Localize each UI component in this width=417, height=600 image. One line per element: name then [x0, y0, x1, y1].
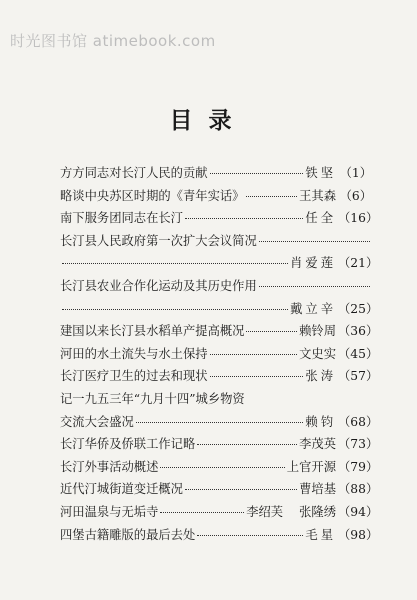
- entry-title: 四堡古籍雕版的最后去处: [60, 527, 196, 542]
- toc-entry[interactable]: [60, 207, 379, 230]
- entry-title: 方方同志对长汀人民的贡献: [60, 166, 208, 180]
- entry-page: （25）: [338, 301, 379, 316]
- entry-title: 河田的水土流失与水土保持: [60, 346, 208, 361]
- entry-title: 建国以来长汀县水稻单产提高概况: [60, 324, 245, 339]
- page-title: 目录: [169, 107, 248, 134]
- entry-author-second: 张隆绣: [299, 504, 336, 519]
- entry-page: （16）: [338, 211, 379, 226]
- entry-title: 长汀县人民政府第一次扩大会议简况: [60, 233, 257, 248]
- dot-leader: [160, 512, 244, 513]
- entry-author: 王其森: [299, 188, 336, 203]
- entry-page: （36）: [338, 324, 379, 339]
- entry-title: 近代汀城街道变迁概况: [60, 482, 183, 497]
- entry-page: （6）: [339, 188, 372, 203]
- toc-entry[interactable]: [60, 365, 379, 388]
- dot-leader: [246, 331, 297, 332]
- entry-author: 肖爱莲: [290, 256, 336, 271]
- entry-author: 文史实: [299, 346, 336, 361]
- entry-title: 略谈中央苏区时期的《青年实话》: [60, 188, 245, 203]
- dot-leader: [210, 354, 298, 355]
- toc-entry[interactable]: [60, 185, 372, 208]
- entry-author: 张涛: [305, 369, 336, 384]
- dot-leader: [259, 241, 370, 242]
- entry-title: 南下服务团同志在长汀: [60, 211, 183, 226]
- toc-entry[interactable]: [60, 524, 379, 547]
- dot-leader: [197, 444, 297, 445]
- entry-page: （73）: [338, 437, 379, 452]
- toc-entry[interactable]: [60, 478, 379, 501]
- entry-author: 赖铃周: [299, 324, 336, 339]
- entry-page: （45）: [338, 346, 379, 361]
- dot-leader: [136, 422, 304, 423]
- entry-page: （1）: [339, 166, 372, 180]
- dot-leader: [197, 535, 303, 536]
- watermark-text: 时光图书馆 atimebook.com: [10, 32, 216, 50]
- dot-leader: [246, 196, 297, 197]
- table-of-contents: [60, 162, 379, 546]
- toc-entry[interactable]: [60, 456, 379, 479]
- entry-page: （88）: [338, 482, 379, 497]
- toc-entry[interactable]: [60, 501, 379, 524]
- toc-entry[interactable]: [60, 433, 379, 456]
- entry-page: （21）: [338, 256, 379, 271]
- entry-author: 毛星: [305, 527, 336, 542]
- entry-page: （57）: [338, 369, 379, 384]
- toc-entry[interactable]: [60, 388, 379, 433]
- entry-author: 曹培基: [299, 482, 336, 497]
- entry-title: 长汀外事活动概述: [60, 459, 159, 474]
- entry-author-first: 李绍芙: [246, 504, 284, 519]
- dot-leader: [185, 489, 297, 490]
- dot-leader: [160, 467, 284, 468]
- toc-entry[interactable]: [60, 343, 379, 366]
- toc-entry[interactable]: [60, 230, 379, 275]
- dot-leader: [210, 173, 304, 174]
- dot-leader: [259, 286, 370, 287]
- dot-leader: [185, 218, 303, 219]
- entry-title-continued: 交流大会盛况: [60, 414, 134, 429]
- entry-author: 铁坚: [305, 166, 336, 180]
- entry-page: （68）: [338, 414, 379, 429]
- entry-author: 上官开源: [286, 459, 336, 474]
- entry-title: 长汀县农业合作化运动及其历史作用: [60, 278, 257, 293]
- entry-title: 长汀医疗卫生的过去和现状: [60, 369, 208, 384]
- entry-page: （98）: [338, 527, 379, 542]
- entry-author: 赖钧: [305, 414, 336, 429]
- entry-title: 记一九五三年“九月十四”城乡物资: [60, 391, 245, 406]
- entry-author: 戴立辛: [290, 301, 336, 316]
- toc-entry[interactable]: [60, 320, 379, 343]
- entry-title: 长汀华侨及侨联工作记略: [60, 437, 196, 452]
- dot-leader: [62, 309, 288, 310]
- entry-title: 河田温泉与无垢寺: [60, 504, 159, 519]
- dot-leader: [62, 263, 288, 264]
- entry-author: 任全: [305, 211, 336, 226]
- entry-page: （79）: [338, 459, 379, 474]
- toc-entry[interactable]: [60, 162, 372, 185]
- toc-entry[interactable]: [60, 275, 379, 320]
- entry-page: （94）: [338, 504, 379, 519]
- dot-leader: [210, 376, 304, 377]
- entry-author: 李茂英: [299, 437, 336, 452]
